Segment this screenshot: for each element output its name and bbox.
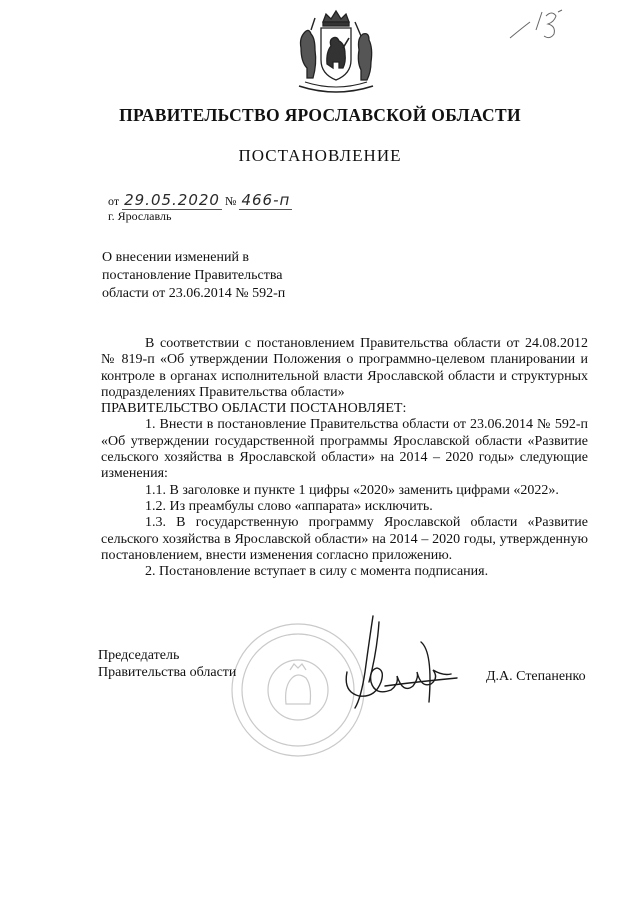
government-title: ПРАВИТЕЛЬСТВО ЯРОСЛАВСКОЙ ОБЛАСТИ <box>119 105 521 125</box>
item-1: 1. Внести в постановление Правительства области от 23.06.2014 № 592-п «Об утверждении государственной программы Ярославской области «Развитие сельского хозяйства в Ярославской области» на 2014 – 2020 годы» следующие изменения: <box>101 417 588 482</box>
subject-line: О внесении изменений в <box>102 250 250 265</box>
document-type: ПОСТАНОВЛЕНИЕ <box>238 146 402 165</box>
item-1-2: 1.2. Из преамбулы слово «аппарата» исключить. <box>145 498 433 514</box>
subject-line: постановление Правительства <box>102 268 283 283</box>
subject-line: области от 23.06.2014 № 592-п <box>102 286 286 301</box>
decree-line: ПРАВИТЕЛЬСТВО ОБЛАСТИ ПОСТАНОВЛЯЕТ: <box>101 401 407 417</box>
date-number-line <box>108 191 292 210</box>
item-2: 2. Постановление вступает в силу с момента подписания. <box>145 564 489 580</box>
position-line: Председатель <box>98 648 180 663</box>
signer-name: Д.А. Степаненко <box>486 669 586 684</box>
number-prefix: № <box>224 194 237 208</box>
coat-of-arms-emblem <box>293 8 379 98</box>
date-prefix: от <box>108 194 120 208</box>
item-1-3: 1.3. В государственную программу Ярославской области «Развитие сельского хозяйства в Ярославской области» на 2014 – 2020 годы, утвержденную постановлением, внести изменения согласно приложению. <box>101 515 588 563</box>
position-line: Правительства области <box>98 665 237 680</box>
city-label: г. Ярославль <box>108 209 172 223</box>
handwritten-corner-mark <box>508 8 568 42</box>
item-1-1: 1.1. В заголовке и пункте 1 цифры «2020» заменить цифрами «2022». <box>145 482 559 498</box>
signer-position <box>98 647 236 681</box>
handwritten-number: 466-п <box>241 191 291 209</box>
subject-block <box>102 249 362 303</box>
preamble-paragraph: В соответствии с постановлением Правительства области от 24.08.2012 № 819-п «Об утверждении Положения о программно-целевом планировании и контроле в органах исполнительной власти Ярославской области и структурных подразделениях Правительства области» <box>101 336 588 400</box>
resolution-body <box>101 336 588 580</box>
handwritten-date: 29.05.2020 <box>124 191 220 209</box>
handwritten-signature <box>325 612 465 712</box>
